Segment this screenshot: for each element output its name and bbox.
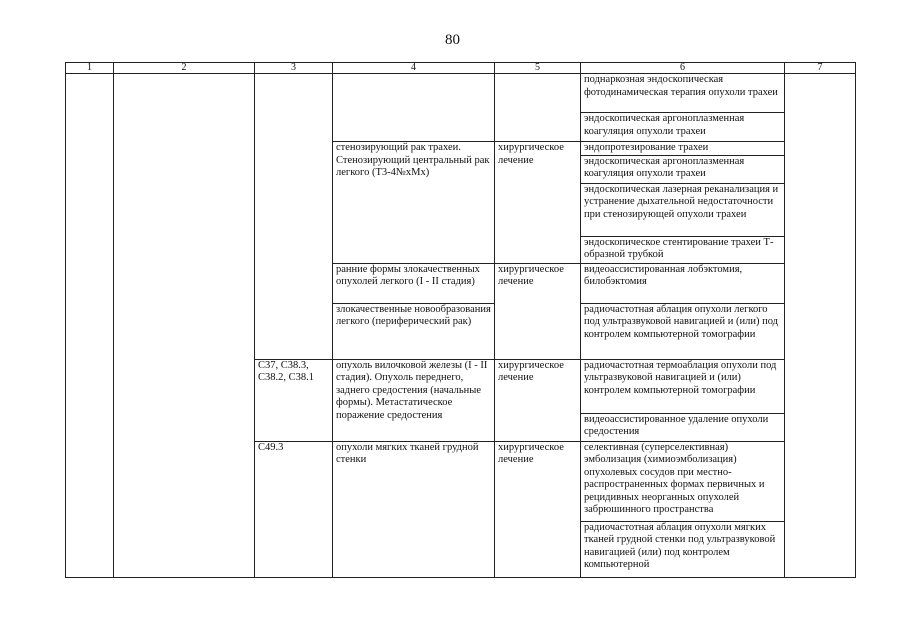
col6-cell: видеоассистированная лобэктомия, билобэктомия: [581, 263, 785, 303]
col6-cell: радиочастотная термоаблация опухоли под ультразвуковой навигацией и (или) контролем компьютерной томографии: [581, 359, 785, 413]
col6-cell: эндоскопическое стентирование трахеи Т-образной трубкой: [581, 236, 785, 263]
header-cell: 2: [114, 63, 255, 74]
col4-cell: злокачественные новообразования легкого (периферический рак): [333, 303, 495, 359]
col6-cell: радиочастотная аблация опухоли легкого под ультразвуковой навигацией и (или) под контролем компьютерной томографии: [581, 303, 785, 359]
col5-cell: хирургическое лечение: [495, 441, 581, 577]
table-row: [66, 74, 856, 113]
header-cell: 6: [581, 63, 785, 74]
header-cell: 5: [495, 63, 581, 74]
col6-cell: эндоскопическая аргоноплазменная коагуляция опухоли трахеи: [581, 113, 785, 142]
col2-cell: [114, 74, 255, 578]
col4-cell: ранние формы злокачественных опухолей легкого (I - II стадия): [333, 263, 495, 303]
col6-cell: эндоскопическая лазерная реканализация и устранение дыхательной недостаточности при стенозирующей опухоли трахеи: [581, 183, 785, 236]
col6-cell: селективная (суперселективная) эмболизация (химиоэмболизация) опухолевых сосудов при местно-распространенных формах первичных и рецидивных неорганных опухолей забрюшинного пространства: [581, 441, 785, 521]
col4-cell: [333, 74, 495, 142]
col6-cell: поднаркозная эндоскопическая фотодинамическая терапия опухоли трахеи: [581, 74, 785, 113]
header-cell: 7: [785, 63, 856, 74]
header-cell: 4: [333, 63, 495, 74]
page-number: 80: [445, 32, 460, 48]
col6-cell: видеоассистированное удаление опухоли средостения: [581, 413, 785, 441]
procedures-table: [65, 62, 856, 578]
col4-cell: опухоль вилочковой железы (I - II стадия). Опухоль переднего, заднего средостения (начальные формы). Метастатическое поражение средостения: [333, 359, 495, 441]
col5-cell: [495, 74, 581, 142]
col5-cell: хирургическое лечение: [495, 263, 581, 359]
col1-cell: [66, 74, 114, 578]
col4-cell: опухоли мягких тканей грудной стенки: [333, 441, 495, 577]
header-cell: 1: [66, 63, 114, 74]
col4-cell: стенозирующий рак трахеи. Стенозирующий центральный рак легкого (Т3-4№хМх): [333, 142, 495, 264]
col3-cell: С49.3: [255, 441, 333, 577]
col5-cell: хирургическое лечение: [495, 359, 581, 441]
col5-cell: хирургическое лечение: [495, 142, 581, 264]
col6-cell: радиочастотная аблация опухоли мягких тканей грудной стенки под ультразвуковой навигацией (или) под контролем компьютерной: [581, 521, 785, 577]
col3-cell: [255, 74, 333, 360]
col6-cell: эндоскопическая аргоноплазменная коагуляция опухоли трахеи: [581, 155, 785, 183]
col6-cell: эндопротезирование трахеи: [581, 142, 785, 156]
header-cell: 3: [255, 63, 333, 74]
header-row: [66, 63, 856, 74]
col3-cell: С37, С38.3, С38.2, С38.1: [255, 359, 333, 441]
col7-cell: [785, 74, 856, 578]
